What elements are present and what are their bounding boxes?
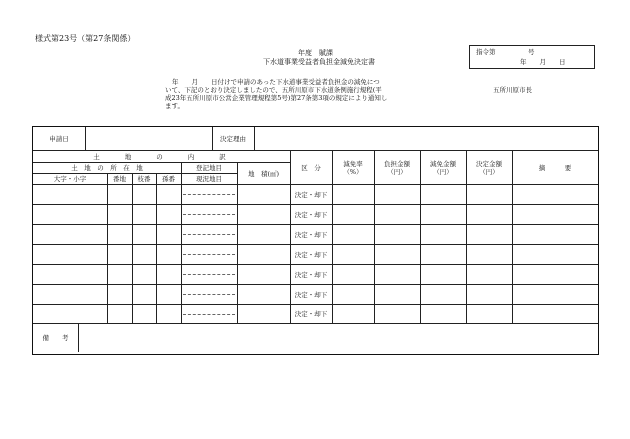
remarks-field[interactable] [79, 324, 598, 352]
land-location-header: 土 地 の 所 在 地 [71, 164, 143, 172]
decision-choice[interactable]: 決定・却下 [294, 290, 328, 299]
reduction-amount-header: 減免金額 （円） [430, 159, 456, 176]
reference-date-label: 年 月 日 [520, 58, 566, 66]
summary-header: 摘 要 [538, 163, 572, 172]
decision-choice[interactable]: 決定・却下 [294, 230, 328, 239]
col-edaban-header: 枝番 [137, 175, 151, 183]
col-fukuban-header: 孫番 [162, 175, 175, 183]
decision-reason-label: 決定理由 [220, 134, 246, 143]
remarks-label: 備 考 [42, 334, 69, 342]
reference-number-label: 指令第 号 [476, 48, 535, 56]
decision-choice[interactable]: 決定・却下 [294, 250, 328, 259]
decided-amount-header: 決定金額 （円） [476, 159, 502, 176]
area-header: 地 積(㎡) [247, 169, 280, 178]
form-number: 様式第23号（第27条関係） [35, 34, 136, 43]
col-aza-header: 大字・小字 [53, 175, 87, 183]
body-line-3: 成23年五所川原市公営企業管理規程第5号)第27条第3項の規定により通知し [165, 94, 388, 102]
body-line-4: ます。 [165, 102, 184, 110]
burden-amount-header: 負担金額 （円） [384, 159, 410, 176]
body-line-1: 年 月 日付けで申請のあった下水道事業受益者負担金の減免につ [172, 78, 380, 86]
decision-reason-field[interactable] [255, 127, 598, 150]
decision-choice[interactable]: 決定・却下 [294, 190, 328, 199]
body-line-2: いて、下記のとおり決定しましたので、五所川原市下水道条例施行規程(平 [165, 86, 382, 94]
decision-choice[interactable]: 決定・却下 [294, 210, 328, 219]
registry-category-header: 登記地目 [196, 164, 222, 172]
reference-number-box [469, 45, 595, 69]
col-banchi-header: 番地 [113, 175, 126, 183]
decision-table [32, 126, 599, 355]
document-title: 下水道事業受益者負担金減免決定書 [263, 58, 375, 66]
title-year-label: 年度 賦課 [298, 49, 333, 57]
issuer-name: 五所川原市長 [493, 86, 532, 94]
col-current-header: 現況地目 [196, 175, 222, 183]
land-detail-header: 土 地 の 内 訳 [93, 152, 230, 161]
application-date-field[interactable] [86, 127, 212, 150]
reduction-rate-header: 減免率 （%） [343, 159, 363, 176]
application-date-label: 申請日 [49, 134, 69, 143]
decision-choice[interactable]: 決定・却下 [294, 310, 328, 318]
decision-choice[interactable]: 決定・却下 [294, 270, 328, 279]
category-header: 区 分 [301, 163, 321, 172]
